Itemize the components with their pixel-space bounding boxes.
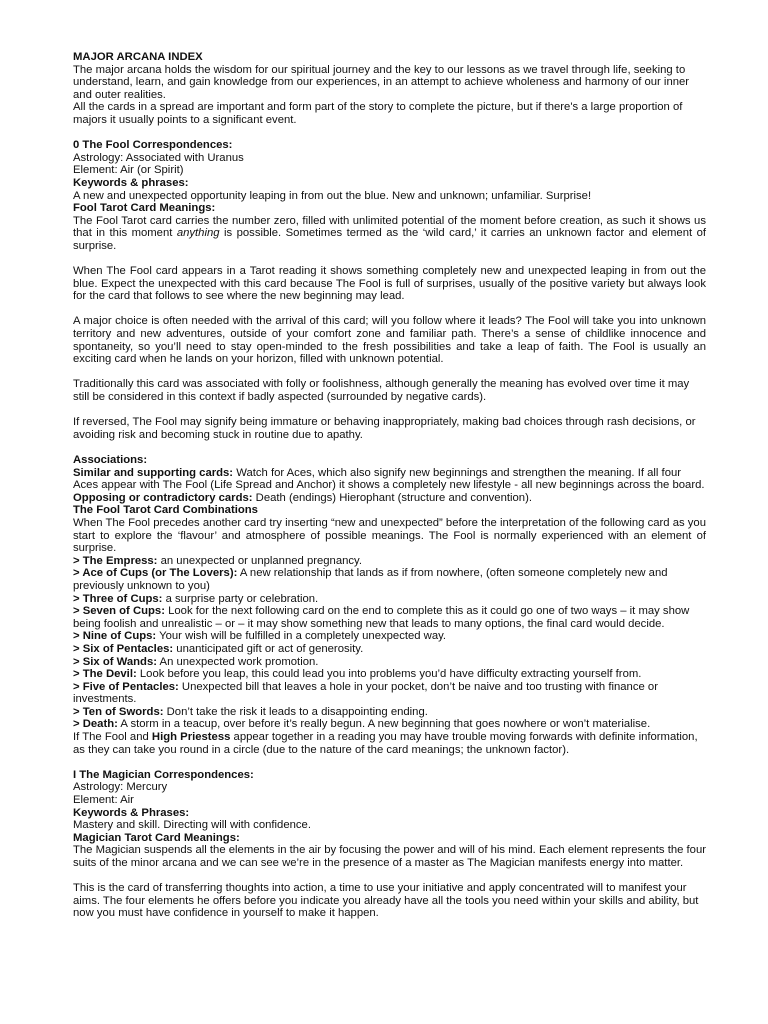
fool-meaning-paragraph-3: A major choice is often needed with the arrival of this card; will you follow where it leads? The Fool will take you into unknown territory and new adventures, outside of your comfort zone and familiar path. There’s a sense of childlike innocence and spontaneity, so you’ll need to stay open-minded to the fresh possibilities and take a leap of faith. The Fool is usually an exciting card when he lands on your horizon, filled with unknown potential. — [73, 315, 706, 366]
fool-meaning-paragraph-1: The Fool Tarot card carries the number zero, filled with unlimited potential of the moment before creation, as such it shows us that in this moment anything is possible. Sometimes termed as the ‘wild card,’ it carries an unknown factor and element of surprise. — [73, 214, 706, 252]
fool-combinations-title: The Fool Tarot Card Combinations — [73, 504, 258, 517]
fool-meanings-title: Fool Tarot Card Meanings: — [73, 202, 216, 215]
magician-element: Element: Air — [73, 794, 134, 807]
magician-keywords: Mastery and skill. Directing will with confidence. — [73, 819, 311, 832]
magician-meaning-paragraph-1: The Magician suspends all the elements in the air by focusing the power and will of his mind. Each element represents the four suits of the minor arcana and we can see we’re in the presence of a master as The Magician manifests energy into matter. — [73, 844, 706, 869]
page-heading: MAJOR ARCANA INDEX — [73, 51, 203, 63]
fool-similar-cards: Similar and supporting cards: Watch for Aces, which also signify new beginnings and strengthen the meaning. If all four Aces appear with The Fool (Life Spread and Anchor) it shows a completely new lifestyle - all new beginnings across the board. — [73, 466, 705, 492]
magician-meaning-paragraph-2: This is the card of transferring thoughts into action, a time to use your initiative and apply concentrated will to manifest your aims. The four elements he offers before you indicate you already have all the tools you need within your skills and ability, but now you must have confidence in yourself to make it happen. — [73, 882, 699, 920]
fool-associations-title: Associations: — [73, 454, 148, 466]
document-page — [73, 51, 706, 920]
combo-item: > Six of Pentacles: unanticipated gift or act of generosity. — [73, 642, 364, 655]
fool-keywords: A new and unexpected opportunity leaping in from out the blue. New and unknown; unfamiliar. Surprise! — [73, 189, 592, 202]
magician-keywords-title: Keywords & Phrases: — [73, 806, 190, 819]
combo-item: > Nine of Cups: Your wish will be fulfilled in a completely unexpected way. — [73, 630, 447, 643]
combo-item: > The Empress: an unexpected or unplanned pregnancy. — [73, 554, 362, 567]
combo-item: > Three of Cups: a surprise party or celebration. — [73, 592, 319, 605]
fool-opposing-cards: Opposing or contradictory cards: Death (endings) Hierophant (structure and convention). — [73, 491, 532, 504]
fool-meaning-paragraph-2: When The Fool card appears in a Tarot reading it shows something completely new and unexpected leaping in from out the blue. Expect the unexpected with this card because The Fool is full of surprises, usually of the positive variety but always look for the card that follows to see where the new beginning may lead. — [73, 265, 706, 303]
combo-item: > Ten of Swords: Don’t take the risk it leads to a disappointing ending. — [73, 705, 428, 718]
intro-paragraph-2: All the cards in a spread are important and form part of the story to complete the picture, but if there's a large proportion of majors it usually points to a significant event. — [73, 101, 683, 126]
fool-astrology: Astrology: Associated with Uranus — [73, 151, 244, 164]
fool-keywords-title: Keywords & phrases: — [73, 176, 189, 189]
combo-item: > Five of Pentacles: Unexpected bill that leaves a hole in your pocket, don’t be naive and too trusting with finance or investments. — [73, 680, 658, 706]
combo-item: > Seven of Cups: Look for the next following card on the end to complete this as it could go one of two ways – it may show being foolish and unrealistic – or – it may show something new that leads to many options, the final card would decide. — [73, 605, 690, 630]
magician-correspondences-title: I The Magician Correspondences: — [73, 768, 254, 781]
fool-correspondences-title: 0 The Fool Correspondences: — [73, 139, 233, 152]
combo-item: > Ace of Cups (or The Lovers): A new relationship that lands as if from nowhere, (often someone completely new and previously unknown to you) — [73, 567, 668, 592]
fool-meaning-paragraph-5: If reversed, The Fool may signify being immature or behaving inappropriately, making bad choices through rash decisions, or avoiding risk and becoming stuck in routine due to apathy. — [73, 416, 696, 441]
fool-combinations-intro: When The Fool precedes another card try inserting “new and unexpected” before the interpretation of the following card as you start to explore the ‘flavour’ and atmosphere of possible meanings. The Fool is normally experienced with an element of surprise. — [73, 516, 706, 555]
fool-element: Element: Air (or Spirit) — [73, 164, 184, 177]
combo-item: > Death: A storm in a teacup, over before it’s really begun. A new beginning that goes nowhere or won’t materialise. — [73, 718, 651, 731]
combo-item: > The Devil: Look before you leap, this could lead you into problems you’d have difficulty extracting yourself from. — [73, 668, 642, 681]
magician-astrology: Astrology: Mercury — [73, 781, 168, 794]
combo-item: > Six of Wands: An unexpected work promotion. — [73, 655, 319, 668]
fool-high-priestess-note: If The Fool and High Priestess appear together in a reading you may have trouble moving forwards with definite information, as they can take you round in a circle (due to the nature of the card meanings; the unknown factor). — [73, 731, 698, 756]
fool-meaning-paragraph-4: Traditionally this card was associated with folly or foolishness, although generally the meaning has evolved over time it may still be considered in this context if badly aspected (surrounded by negative cards). — [73, 378, 690, 404]
magician-meanings-title: Magician Tarot Card Meanings: — [73, 831, 240, 844]
intro-paragraph-1: The major arcana holds the wisdom for our spiritual journey and the key to our lessons as we travel through life, seeking to understand, learn, and gain knowledge from our experiences, in an attempt to achieve wholeness and harmony of our inner and outer realities. — [73, 63, 690, 101]
